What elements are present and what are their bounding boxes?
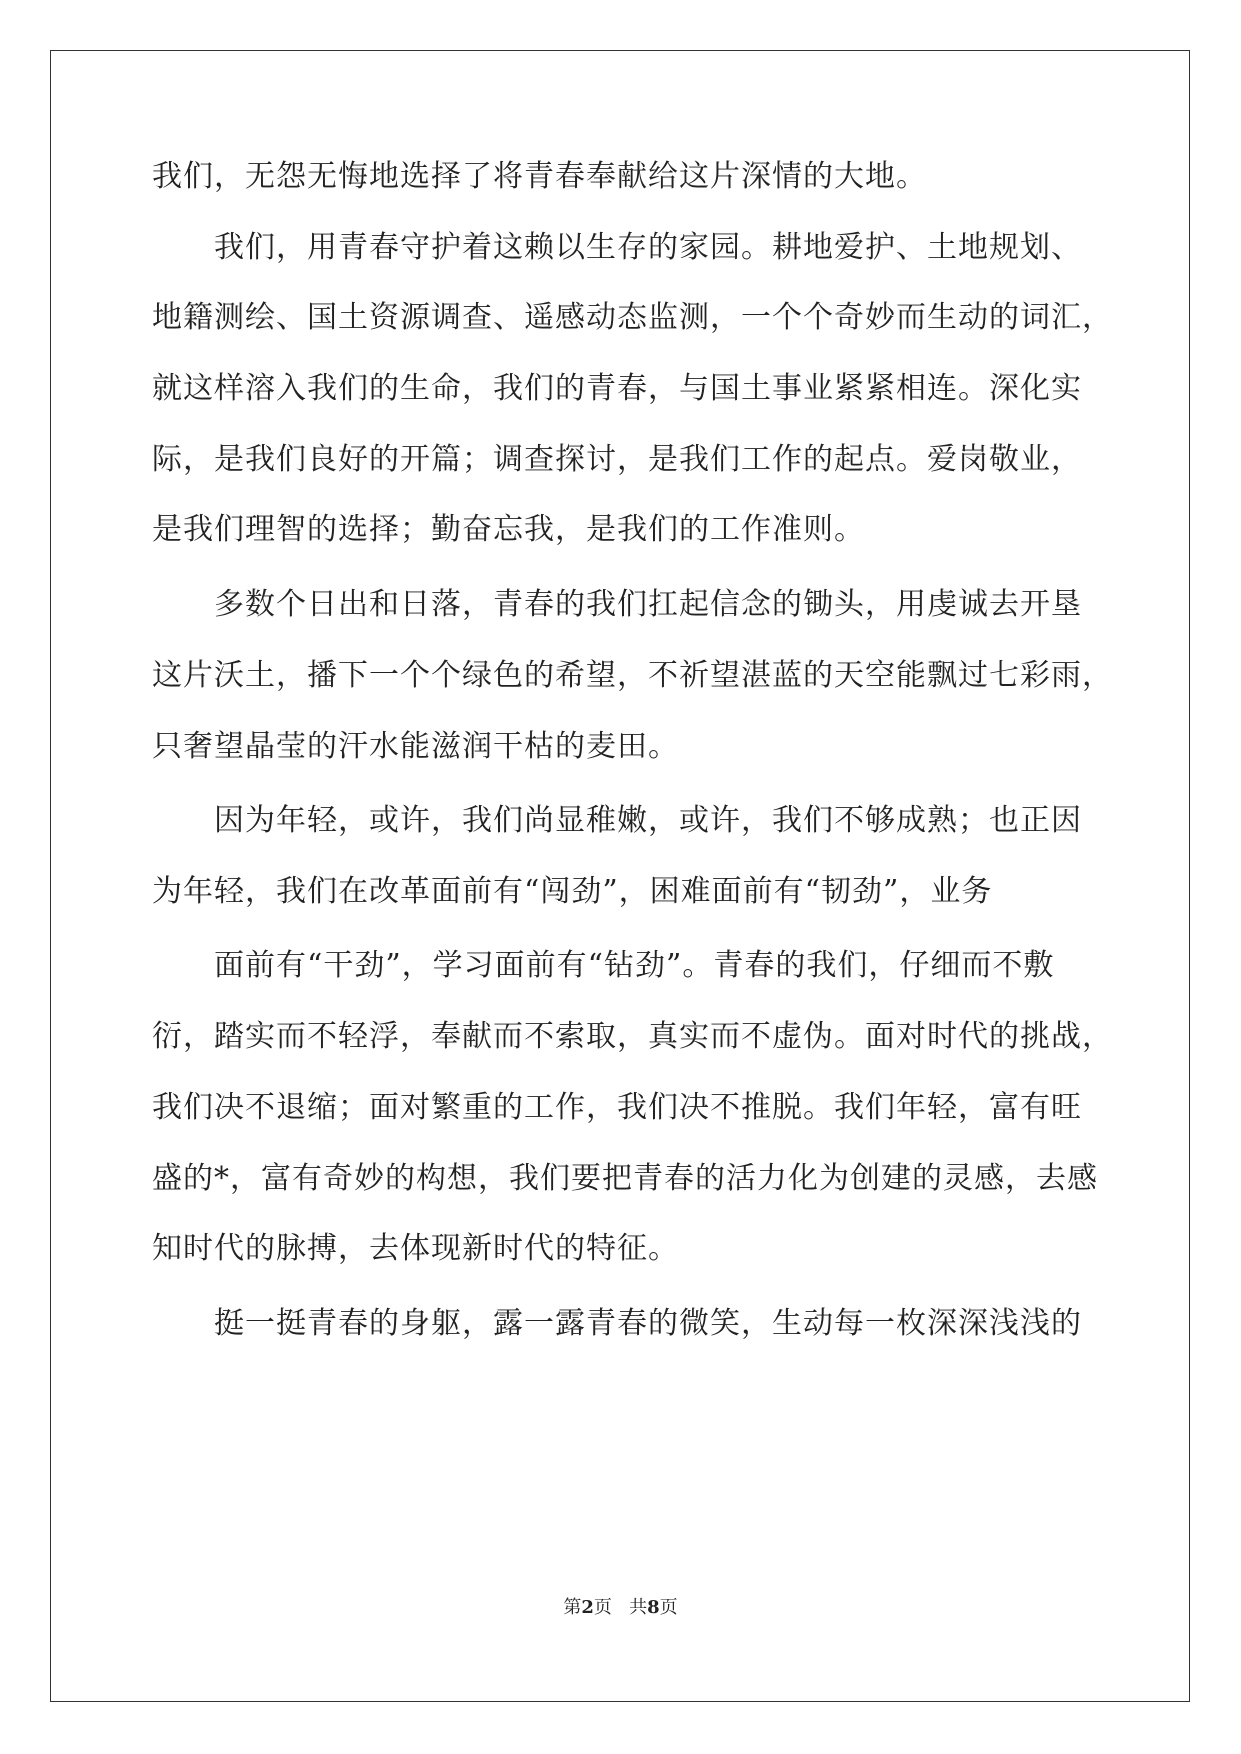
page-total: 8: [647, 1597, 660, 1618]
text-line: 因为年轻，或许，我们尚显稚嫩，或许，我们不够成熟；也正因: [214, 803, 1082, 838]
text-line: 这片沃土，播下一个个绿色的希望，不祈望湛蓝的天空能飘过七彩雨，: [152, 658, 1113, 693]
text-line: 我们决不退缩；面对繁重的工作，我们决不推脱。我们年轻，富有旺: [152, 1090, 1082, 1125]
text-line: 我们，无怨无悔地选择了将青春奉献给这片深情的大地。: [152, 159, 927, 194]
text-line: 我们，用青春守护着这赖以生存的家园。耕地爱护、土地规划、: [214, 230, 1082, 265]
text-line: 只奢望晶莹的汗水能滋润干枯的麦田。: [152, 729, 679, 764]
page-footer: [0, 1596, 1241, 1620]
text-line: 知时代的脉搏，去体现新时代的特征。: [152, 1231, 679, 1266]
page-number: 2: [581, 1597, 594, 1618]
text-line: 面前有“干劲”，学习面前有“钻劲”。青春的我们，仔细而不敷: [214, 948, 1055, 983]
text-line: 为年轻，我们在改革面前有“闯劲”，困难面前有“韧劲”，业务: [152, 874, 993, 909]
page-prefix: 第: [563, 1597, 582, 1618]
text-line: 就这样溶入我们的生命，我们的青春，与国土事业紧紧相连。深化实: [152, 371, 1082, 406]
text-line: 际，是我们良好的开篇；调查探讨，是我们工作的起点。爱岗敬业，: [152, 442, 1082, 477]
text-line: 盛的*，富有奇妙的构想，我们要把青春的活力化为创建的灵感，去感: [152, 1161, 1098, 1196]
text-line: 多数个日出和日落，青春的我们扛起信念的锄头，用虔诚去开垦: [214, 587, 1082, 622]
text-line: 挺一挺青春的身躯，露一露青春的微笑，生动每一枚深深浅浅的: [214, 1306, 1082, 1341]
text-line: 衍，踏实而不轻浮，奉献而不索取，真实而不虚伪。面对时代的挑战，: [152, 1019, 1113, 1054]
page-suffix: 页: [659, 1597, 678, 1618]
text-line: 地籍测绘、国土资源调查、遥感动态监测，一个个奇妙而生动的词汇，: [152, 300, 1113, 335]
page-mid: 页 共: [593, 1597, 648, 1618]
text-line: 是我们理智的选择；勤奋忘我，是我们的工作准则。: [152, 512, 865, 547]
